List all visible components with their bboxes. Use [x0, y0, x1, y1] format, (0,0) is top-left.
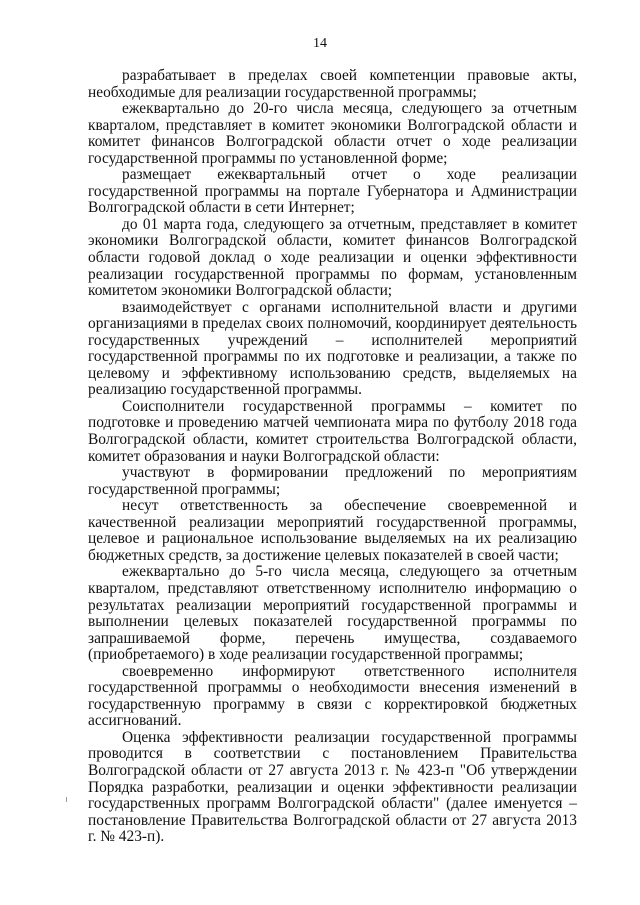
- paragraph: ежеквартально до 20-го числа месяца, следующего за отчетным кварталом, представляет в комитет экономики Волгоградской области и комитет финансов Волгоградской области отчет о ходе реализации государственной программы по установленной форме;: [88, 100, 577, 167]
- paragraph: до 01 марта года, следующего за отчетным, представляет в комитет экономики Волгоградской области, комитет финансов Волгоградской области годовой доклад о ходе реализации и оценки эффективности реализации государственной программы по формам, установленным комитетом экономики Волгоградской области;: [88, 215, 577, 300]
- paragraph: Соисполнители государственной программы – комитет по подготовке и проведению матчей чемпионата мира по футболу 2018 года Волгоградской области, комитет строительства Волгоградской области, комитет образования и науки Волгоградской области:: [88, 397, 577, 465]
- paragraph: несут ответственность за обеспечение своевременной и качественной реализации мероприятий государственной программы, целевое и рациональное использование выделяемых на их реализацию бюджетных средств, за достижение целевых показателей в своей части;: [88, 497, 577, 564]
- paragraph: разрабатывает в пределах своей компетенции правовые акты, необходимые для реализации государственной программы;: [88, 67, 577, 101]
- paragraph: размещает ежеквартальный отчет о ходе реализации государственной программы на портале Губернатора и Администрации Волгоградской области в сети Интернет;: [88, 166, 577, 217]
- paragraph: своевременно информируют ответственного исполнителя государственной программы о необходимости внесения изменений в государственную программу в связи с корректировкой бюджетных ассигнований.: [88, 662, 577, 730]
- paragraph: взаимодействует с органами исполнительной власти и другими организациями в пределах своих полномочий, координирует деятельность государственных учреждений – исполнителей мероприятий государственной программы по их подготовке и реализации, а также по целевому и эффективному использованию средств, выделяемых на реализацию государственной программы.: [88, 298, 577, 399]
- page-number: 14: [313, 36, 327, 51]
- paragraph: ежеквартально до 5-го числа месяца, следующего за отчетным кварталом, представляют ответственному исполнителю информацию о результатах реализации мероприятий государственной программы и выполнении целевых показателей государственной программы по запрашиваемой форме, перечень имущества, создаваемого (приобретаемого) в ходе реализации государственной программы;: [88, 563, 577, 664]
- scan-margin-mark: [66, 797, 67, 802]
- paragraph: Оценка эффективности реализации государственной программы проводится в соответствии с постановлением Правительства Волгоградской области от 27 августа 2013 г. № 423-п "Об утверждении Порядка разработки, реализации и оценки эффективности реализации государственных программ Волгоградской области" (далее именуется – постановление Правительства Волгоградской области от 27 августа 2013 г. № 423-п).: [88, 728, 577, 846]
- paragraph: участвуют в формировании предложений по мероприятиям государственной программы;: [88, 464, 577, 498]
- body-text: [88, 68, 577, 846]
